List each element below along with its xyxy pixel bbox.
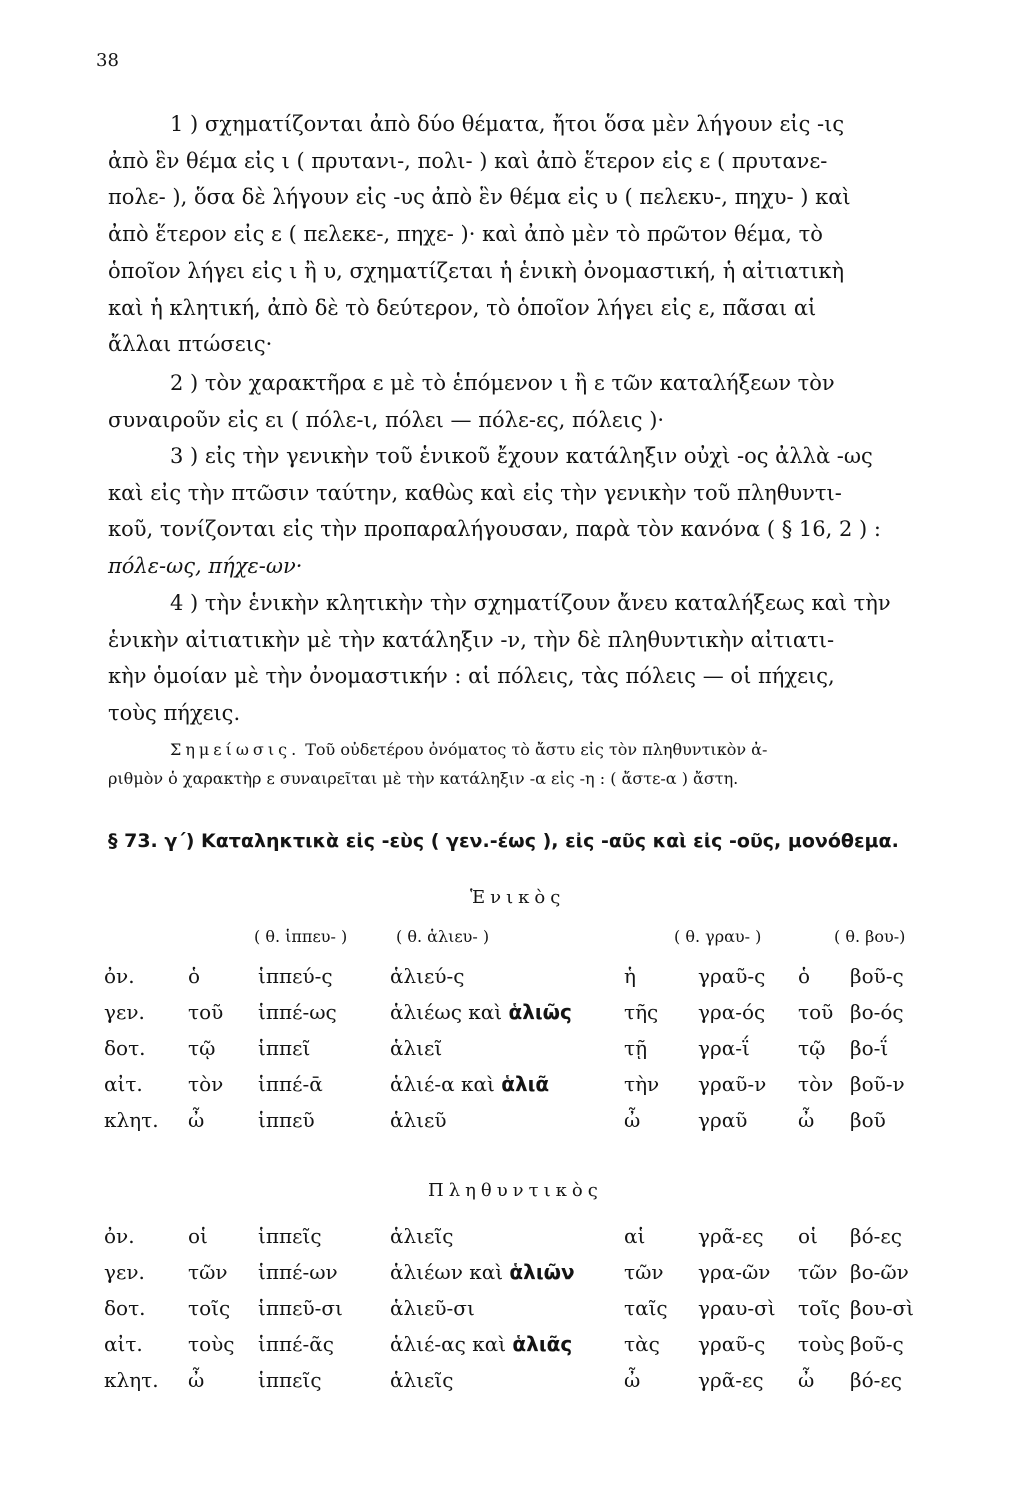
article [624, 1362, 698, 1398]
declension-row [104, 994, 960, 1030]
word-form [390, 958, 624, 994]
word-form-text: βοῦ-ς [850, 964, 904, 988]
case-label [104, 1254, 188, 1290]
word-form-text: ἱππεῦ-σι [258, 1296, 343, 1320]
article-text: τοῖς [188, 1296, 231, 1320]
word-form [698, 1066, 798, 1102]
word-form-text: γρᾶ-ες [698, 1224, 764, 1248]
declension-row [104, 1102, 960, 1138]
article [624, 1102, 698, 1138]
word-form [390, 1030, 624, 1066]
word-form-text: βο-ός [850, 1000, 904, 1024]
text-line: ἑνικὴν αἰτιατικὴν μὲ τὴν κατάληξιν -ν, τὴν δὲ πληθυντικὴν αἰτιατι- [108, 627, 835, 652]
article-text: τῶν [798, 1260, 838, 1284]
word-form [390, 1066, 624, 1102]
declension-row [104, 1254, 960, 1290]
declension-row [104, 1362, 960, 1398]
word-form-text: ἁλιεῦ-σι [390, 1296, 475, 1320]
case-label [104, 958, 188, 994]
word-form-text: βοῦ-ν [850, 1072, 905, 1096]
word-form [390, 1218, 624, 1254]
article [188, 1218, 258, 1254]
article [188, 1102, 258, 1138]
case-label-text: αἰτ. [104, 1072, 143, 1096]
article [798, 1254, 850, 1290]
article-text: τῇ [624, 1036, 648, 1060]
case-label [104, 1326, 188, 1362]
word-form [698, 1102, 798, 1138]
article-text: οἱ [188, 1224, 208, 1248]
article [188, 1254, 258, 1290]
theme-label: ( θ. ἱππευ- ) [254, 927, 348, 946]
word-form-text: ἁλιέ-α καὶ [390, 1072, 495, 1096]
singular-heading: Ἑνικὸς [470, 887, 566, 908]
case-label [104, 1362, 188, 1398]
article [188, 1290, 258, 1326]
article-text: τῷ [798, 1036, 826, 1060]
case-label-text: δοτ. [104, 1036, 146, 1060]
word-form [258, 1362, 390, 1398]
article [624, 1254, 698, 1290]
word-form [698, 1362, 798, 1398]
word-form [258, 1218, 390, 1254]
case-label [104, 994, 188, 1030]
text-line: ἀπὸ ἓν θέμα εἰς ι ( πρυτανι-, πολι- ) καὶ ἀπὸ ἕτερον εἰς ε ( πρυτανε- [108, 148, 828, 173]
word-form-text: ἁλιέ-ας καὶ [390, 1332, 507, 1356]
article [798, 1362, 850, 1398]
article-text: ὁ [188, 964, 201, 988]
word-form-text: γραῦ-ς [698, 964, 766, 988]
word-form [698, 1326, 798, 1362]
article [798, 994, 850, 1030]
case-label-text: ὀν. [104, 1224, 135, 1248]
word-form-text: γραυ-σὶ [698, 1296, 776, 1320]
case-label [104, 1290, 188, 1326]
text-line: πόλε-ως, πήχε-ων· [108, 554, 303, 579]
article-text: ὦ [798, 1108, 815, 1132]
text-line: καὶ ἡ κλητική, ἀπὸ δὲ τὸ δεύτερον, τὸ ὁποῖον λήγει εἰς ε, πᾶσαι αἱ [108, 295, 817, 320]
case-label-text: γεν. [104, 1000, 145, 1024]
article [798, 1066, 850, 1102]
word-form-text: ἁλιεῖ [390, 1036, 443, 1060]
text-line: 4 ) τὴν ἑνικὴν κλητικὴν τὴν σχηματίζουν ἄνευ καταλήξεως καὶ τὴν [170, 591, 891, 615]
word-form-text: ἁλιεύ-ς [390, 964, 465, 988]
article-text: τοῖς [798, 1296, 841, 1320]
word-form [698, 994, 798, 1030]
word-form [258, 1066, 390, 1102]
declension-row [104, 1326, 960, 1362]
article-text: τὸν [188, 1072, 224, 1096]
word-form [850, 1290, 960, 1326]
article-text: ὦ [188, 1108, 205, 1132]
article [798, 1218, 850, 1254]
text-line: 2 ) τὸν χαρακτῆρα ε μὲ τὸ ἑπόμενον ι ἢ ε τῶν καταλήξεων τὸν [170, 371, 835, 395]
plural-heading: Πληθυντικὸς [428, 1180, 603, 1201]
text-line: ἄλλαι πτώσεις· [108, 332, 273, 357]
word-form-text: ἱππέ-ᾶς [258, 1332, 334, 1356]
article [188, 1326, 258, 1362]
word-form [698, 1254, 798, 1290]
article [624, 1030, 698, 1066]
word-form-text: γραῦ-ν [698, 1072, 767, 1096]
word-form [258, 1030, 390, 1066]
word-form [850, 1362, 960, 1398]
declension-row [104, 1066, 960, 1102]
article-text: τὴν [624, 1072, 660, 1096]
text-line: ὁποῖον λήγει εἰς ι ἢ υ, σχηματίζεται ἡ ἑνικὴ ὀνομαστική, ἡ αἰτιατικὴ [108, 258, 845, 283]
contracted-form: ἁλιᾶς [512, 1332, 573, 1356]
article [798, 1290, 850, 1326]
article-text: ὦ [188, 1368, 205, 1392]
article-text: οἱ [798, 1224, 818, 1248]
article-text: τὸν [798, 1072, 834, 1096]
text-line: τοὺς πήχεις. [108, 701, 241, 726]
article [798, 958, 850, 994]
word-form-text: βο-ΐ [850, 1036, 889, 1060]
article-text: ὁ [798, 964, 811, 988]
case-label [104, 1066, 188, 1102]
word-form-text: βοῦ [850, 1108, 886, 1132]
word-form-text: γρᾶ-ες [698, 1368, 764, 1392]
word-form [258, 1326, 390, 1362]
singular-table [104, 958, 960, 1138]
article [188, 1066, 258, 1102]
word-form-text: ἱππέ-ων [258, 1260, 338, 1284]
article-text: ταῖς [624, 1296, 668, 1320]
article [188, 994, 258, 1030]
word-form-text: γρα-ός [698, 1000, 766, 1024]
word-form [850, 1218, 960, 1254]
word-form [850, 1030, 960, 1066]
word-form-text: βοῦ-ς [850, 1332, 904, 1356]
word-form [390, 1102, 624, 1138]
article-text: ὦ [798, 1368, 815, 1392]
word-form-text: ἱππεῖς [258, 1224, 322, 1248]
case-label [104, 1030, 188, 1066]
contracted-form: ἁλιᾶ [501, 1072, 550, 1096]
paragraph-4 [108, 585, 960, 732]
article-text: τὰς [624, 1332, 660, 1356]
text-line: ἀπὸ ἕτερον εἰς ε ( πελεκε-, πηχε- )· καὶ ἀπὸ μὲν τὸ πρῶτον θέμα, τὸ [108, 222, 823, 247]
word-form-text: γραῦ-ς [698, 1332, 766, 1356]
case-label-text: ὀν. [104, 964, 135, 988]
word-form [390, 1290, 624, 1326]
declension-row [104, 958, 960, 994]
word-form-text: βο-ῶν [850, 1260, 909, 1284]
article-text: ὦ [624, 1368, 641, 1392]
word-form [258, 1290, 390, 1326]
article [624, 1066, 698, 1102]
paragraph-1 [108, 106, 960, 363]
article-text: τοῦ [188, 1000, 224, 1024]
word-form [390, 994, 624, 1030]
word-form-text: βου-σὶ [850, 1296, 915, 1320]
declension-row [104, 1290, 960, 1326]
article-text: ἡ [624, 964, 636, 988]
declension-row [104, 1218, 960, 1254]
word-form [390, 1326, 624, 1362]
case-label [104, 1218, 188, 1254]
theme-label: ( θ. βου-) [834, 927, 906, 946]
article-text: τοὺς [188, 1332, 235, 1356]
article [624, 1290, 698, 1326]
word-form-text: ἱππέ-ως [258, 1000, 337, 1024]
text-line: καὶ εἰς τὴν πτῶσιν ταύτην, καθὼς καὶ εἰς τὴν γενικὴν τοῦ πληθυντι- [108, 480, 842, 505]
article-text: τοῦ [798, 1000, 834, 1024]
article-text: τῶν [188, 1260, 228, 1284]
word-form [258, 1254, 390, 1290]
article [624, 994, 698, 1030]
note-line: ριθμὸν ὁ χαρακτὴρ ε συναιρεῖται μὲ τὴν κατάληξιν -α εἰς -η : ( ἄστε-α ) ἄστη. [108, 769, 739, 788]
theme-label: ( θ. γραυ- ) [674, 927, 762, 946]
section-heading: § 73. γ΄) Καταληκτικὰ εἰς -εὺς ( γεν.-έως ), εἰς -αῦς καὶ εἰς -οῦς, μονόθεμα. [108, 830, 899, 852]
word-form-text: ἱππεῖς [258, 1368, 322, 1392]
text-line: κὴν ὁμοίαν μὲ τὴν ὀνομαστικήν : αἱ πόλεις, τὰς πόλεις — οἱ πήχεις, [108, 664, 835, 689]
article [188, 1362, 258, 1398]
text-line: κοῦ, τονίζονται εἰς τὴν προπαραλήγουσαν, παρὰ τὸν κανόνα ( § 16, 2 ) : [108, 517, 881, 542]
word-form [698, 1030, 798, 1066]
case-label-text: αἰτ. [104, 1332, 143, 1356]
article [188, 1030, 258, 1066]
word-form [258, 1102, 390, 1138]
text-line: 1 ) σχηματίζονται ἀπὸ δύο θέματα, ἤτοι ὅσα μὲν λήγουν εἰς -ις [170, 112, 845, 136]
note-block [108, 735, 960, 793]
article [798, 1326, 850, 1362]
contracted-form: ἁλιῶς [508, 1000, 572, 1024]
word-form-text: ἁλιέως καὶ [390, 1000, 503, 1024]
article [188, 958, 258, 994]
text-line: συναιροῦν εἰς ει ( πόλε-ι, πόλει — πόλε-ες, πόλεις )· [108, 407, 665, 432]
article-text: τῶν [624, 1260, 664, 1284]
word-form-text: ἱππεύ-ς [258, 964, 333, 988]
article-text: ὦ [624, 1108, 641, 1132]
note-label: Σημείωσις. [170, 740, 301, 759]
word-form [850, 994, 960, 1030]
article-text: τοὺς [798, 1332, 845, 1356]
word-form-text: βό-ες [850, 1224, 902, 1248]
article-text: αἱ [624, 1224, 646, 1248]
word-form-text: γρα-ΐ [698, 1036, 750, 1060]
word-form-text: ἁλιέων καὶ [390, 1260, 504, 1284]
article [798, 1102, 850, 1138]
word-form [258, 994, 390, 1030]
word-form [850, 958, 960, 994]
word-form [390, 1362, 624, 1398]
article [624, 1218, 698, 1254]
word-form-text: ἁλιεῖς [390, 1368, 454, 1392]
article [624, 958, 698, 994]
case-label [104, 1102, 188, 1138]
word-form-text: ἱππεῖ [258, 1036, 311, 1060]
word-form-text: γραῦ [698, 1108, 748, 1132]
note-line: Τοῦ οὐδετέρου ὀνόματος τὸ ἄστυ εἰς τὸν πληθυντικὸν ἀ- [305, 740, 768, 759]
word-form [698, 958, 798, 994]
word-form [258, 958, 390, 994]
text-line: 3 ) εἰς τὴν γενικὴν τοῦ ἑνικοῦ ἔχουν κατάληξιν οὐχὶ -ος ἀλλὰ -ως [170, 444, 873, 468]
case-label-text: δοτ. [104, 1296, 146, 1320]
word-form [850, 1102, 960, 1138]
word-form [390, 1254, 624, 1290]
word-form [698, 1290, 798, 1326]
word-form-text: ἱππέ-ᾱ [258, 1072, 323, 1096]
word-form [850, 1254, 960, 1290]
contracted-form: ἁλιῶν [509, 1260, 575, 1284]
word-form-text: ἁλιεῦ [390, 1108, 447, 1132]
paragraph-3 [108, 438, 960, 585]
word-form [850, 1326, 960, 1362]
word-form-text: βό-ες [850, 1368, 902, 1392]
word-form-text: ἁλιεῖς [390, 1224, 454, 1248]
theme-label: ( θ. ἁλιευ- ) [396, 927, 490, 946]
page-number: 38 [96, 50, 119, 71]
article [624, 1326, 698, 1362]
case-label-text: κλητ. [104, 1108, 159, 1132]
word-form [850, 1066, 960, 1102]
text-line: πολε- ), ὅσα δὲ λήγουν εἰς -υς ἀπὸ ἓν θέμα εἰς υ ( πελεκυ-, πηχυ- ) καὶ [108, 185, 851, 210]
word-form [698, 1218, 798, 1254]
case-label-text: γεν. [104, 1260, 145, 1284]
article-text: τῆς [624, 1000, 659, 1024]
word-form-text: ἱππεῦ [258, 1108, 315, 1132]
plural-table [104, 1218, 960, 1398]
word-form-text: γρα-ῶν [698, 1260, 771, 1284]
declension-row [104, 1030, 960, 1066]
case-label-text: κλητ. [104, 1368, 159, 1392]
article-text: τῷ [188, 1036, 216, 1060]
article [798, 1030, 850, 1066]
paragraph-2 [108, 365, 960, 438]
